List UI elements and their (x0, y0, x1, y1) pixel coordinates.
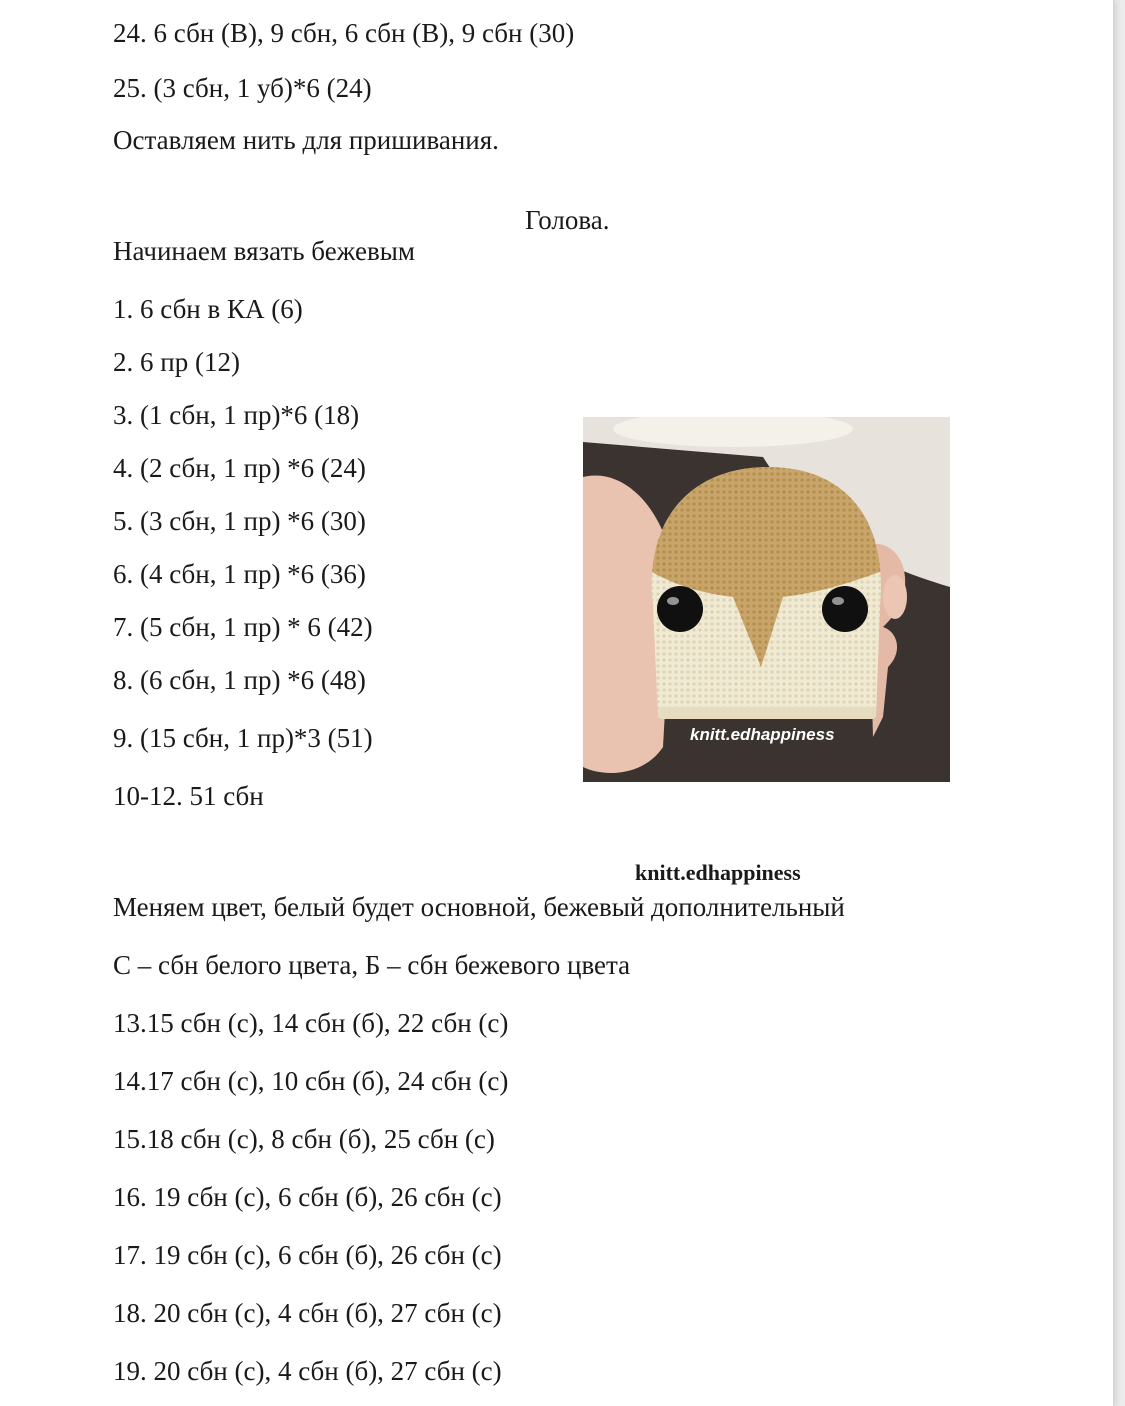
pattern-row-25: 25. (3 сбн, 1 уб)*6 (24) (113, 73, 372, 103)
photo-caption: knitt.edhappiness (635, 860, 801, 885)
owl-eye-left (657, 586, 703, 632)
head-row: 5. (3 сбн, 1 пр) *6 (30) (113, 506, 366, 536)
photo-watermark: knitt.edhappiness (690, 725, 835, 744)
color-row: 16. 19 сбн (с), 6 сбн (б), 26 сбн (с) (113, 1182, 502, 1212)
color-change-note: Меняем цвет, белый будет основной, бежевый дополнительный (113, 892, 845, 922)
color-row: 15.18 сбн (с), 8 сбн (б), 25 сбн (с) (113, 1124, 495, 1154)
head-row: 9. (15 сбн, 1 пр)*3 (51) (113, 723, 373, 753)
color-row: 17. 19 сбн (с), 6 сбн (б), 26 сбн (с) (113, 1240, 502, 1270)
owl-head-photo (583, 417, 950, 782)
head-row: 8. (6 сбн, 1 пр) *6 (48) (113, 665, 366, 695)
head-row: 4. (2 сбн, 1 пр) *6 (24) (113, 453, 366, 483)
head-row: 6. (4 сбн, 1 пр) *6 (36) (113, 559, 366, 589)
section-heading: Голова. (525, 205, 610, 235)
head-row: 2. 6 пр (12) (113, 347, 240, 377)
pattern-row-24: 24. 6 сбн (В), 9 сбн, 6 сбн (В), 9 сбн (30) (113, 18, 575, 48)
head-intro: Начинаем вязать бежевым (113, 236, 415, 266)
color-legend: С – сбн белого цвета, Б – сбн бежевого цвета (113, 950, 631, 980)
color-row: 14.17 сбн (с), 10 сбн (б), 24 сбн (с) (113, 1066, 509, 1096)
color-row: 19. 20 сбн (с), 4 сбн (б), 27 сбн (с) (113, 1356, 502, 1386)
head-row: 7. (5 сбн, 1 пр) * 6 (42) (113, 612, 373, 642)
owl-eye-right (822, 586, 868, 632)
head-row: 3. (1 сбн, 1 пр)*6 (18) (113, 400, 360, 430)
color-row: 13.15 сбн (с), 14 сбн (б), 22 сбн (с) (113, 1008, 509, 1038)
head-row: 1. 6 сбн в КА (6) (113, 294, 303, 324)
head-row: 10-12. 51 сбн (113, 781, 264, 811)
color-row: 18. 20 сбн (с), 4 сбн (б), 27 сбн (с) (113, 1298, 502, 1328)
instruction-leave-thread: Оставляем нить для пришивания. (113, 125, 499, 155)
